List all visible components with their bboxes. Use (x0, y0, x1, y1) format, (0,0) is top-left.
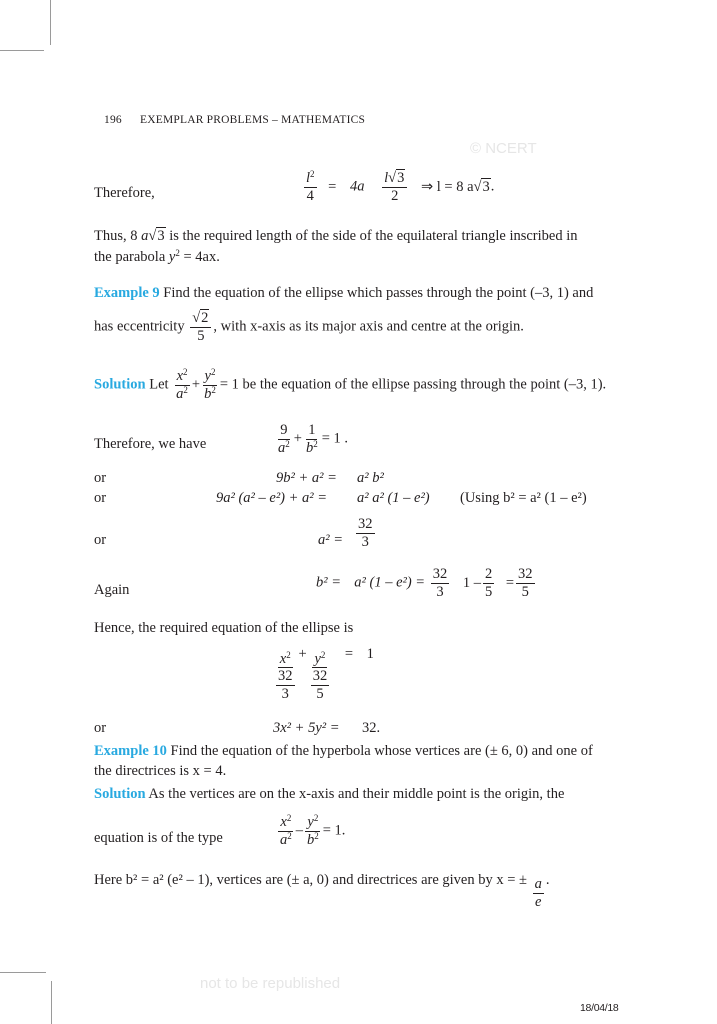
plus: + (191, 376, 201, 393)
fraction-1-over-b2: $\frac{1}{b^2}$ (305, 422, 318, 456)
text: Thus, 8 (94, 228, 138, 244)
fraction-32-over-3: $\frac{32}{3}$ (432, 566, 448, 600)
text: = 4ax. (183, 249, 220, 265)
minus: – (295, 822, 303, 839)
hyperbola-equation (276, 814, 345, 848)
step-note: (Using b² = a² (1 – e²) (460, 490, 587, 506)
term-4a: 4a (349, 178, 365, 195)
solution-9-intro (94, 368, 606, 402)
fraction-2-over-5: $\frac{2}{5}$ (484, 566, 493, 600)
denominator: 2 (391, 187, 399, 204)
text: Here b² = a² (e² – 1), vertices are (± a, 0) and directrices are given by x = ± (94, 872, 527, 888)
fraction-9-over-a2: $\frac{9}{a^2}$ (278, 422, 290, 456)
step-label: or (94, 470, 107, 486)
var-l: l (306, 170, 311, 186)
rhs: 1 (366, 646, 374, 662)
step-lhs: 9b² + a² = (276, 470, 337, 486)
type-label: equation is of the type (94, 830, 223, 846)
fraction-eccentricity (190, 310, 211, 344)
fraction-l-root3-over-2 (382, 170, 407, 204)
fraction-a-over-e: $\frac{a}{e}$ (534, 876, 542, 910)
standard-form-lhs: 3x² + 5y² = (273, 720, 340, 736)
fraction-y2-over-32-5: $\frac{y^2}{\frac{32}{5}}$ (312, 649, 328, 703)
crop-mark-top-horizontal (0, 50, 44, 51)
var-y: y (204, 368, 211, 384)
equals: = (505, 574, 515, 591)
fraction-x2-over-a2: $\frac{x^2}{a^2}$ (280, 813, 292, 848)
crop-mark-bottom-horizontal (0, 972, 46, 973)
equals-one: = 1 . (321, 430, 348, 447)
fraction-l2-over-4: $\frac{l^2}{4}$ (306, 169, 315, 204)
step-label: or (94, 490, 107, 506)
fraction-x2-over-a2: $\frac{x^2}{a^2}$ (176, 367, 188, 402)
example-10-label: Example 10 (94, 743, 167, 759)
mid: a² (1 – e²) = (354, 574, 426, 591)
text: has eccentricity (94, 318, 185, 335)
fraction-x2-over-32-3: $\frac{x^2}{\frac{32}{3}}$ (278, 649, 293, 703)
solution-label: Solution (94, 376, 146, 393)
example-9-label: Example 9 (94, 285, 160, 301)
fraction-y2-over-b2: $\frac{y^2}{b^2}$ (204, 367, 216, 402)
crop-mark-top-vertical (50, 0, 51, 45)
watermark-republished: not to be republished (200, 975, 341, 992)
paragraph-conclusion: Thus, 8 a√3 is the required length of the side of the equilateral triangle inscribed in the parabola $y^2 = 4ax$. (94, 228, 578, 265)
sqrt-sign: √3 (388, 170, 405, 186)
sqrt-sign: √3 (148, 228, 165, 244)
var-x: x (176, 368, 184, 384)
step-label: or (94, 720, 107, 736)
radicand: 3 (157, 228, 165, 244)
step-lhs: 9a² (a² – e²) + a² = (216, 490, 328, 506)
sqrt-sign: √3 (473, 178, 490, 195)
radicand: 3 (482, 178, 490, 195)
solution-label: Solution (94, 786, 146, 802)
sqrt-sign: √2 (192, 310, 209, 326)
fraction-32-over-3: $\frac{32}{3}$ (358, 516, 373, 550)
final-ellipse-equation (272, 646, 374, 703)
equals: = (344, 646, 353, 662)
step-rhs: a² a² (1 – e²) (357, 490, 430, 506)
example-9-line2 (94, 310, 524, 344)
example-9 (94, 283, 624, 304)
period: . (490, 178, 495, 195)
equation-side-length (302, 170, 494, 204)
implies-result: ⇒ l = 8 a (420, 178, 474, 195)
text: is the required length of the side of the equilateral triangle inscribed in (169, 228, 578, 244)
example-10-text: Find the equation of the hyperbola whose vertices are (± 6, 0) and one of (170, 743, 593, 759)
hence-text: Hence, the required equation of the ellipse is (94, 620, 354, 636)
var-a: a (176, 385, 184, 402)
var-l: l (384, 170, 389, 186)
print-date: 18/04/18 (580, 1002, 619, 1014)
period: . (545, 872, 550, 888)
solution-10-intro (94, 784, 624, 805)
example-10-text-line2: the directrices is x = 4. (94, 763, 227, 779)
page-number: 196 (104, 114, 122, 126)
var-y: y (168, 249, 176, 265)
var-b: b (204, 385, 212, 402)
var-a: a (141, 228, 149, 244)
fraction-32-over-5: $\frac{32}{5}$ (518, 566, 533, 600)
step-rhs: a² b² (357, 470, 384, 486)
step-label: Again (94, 582, 130, 598)
here-text (94, 872, 550, 910)
crop-mark-bottom-vertical (51, 981, 52, 1024)
text: be the equation of the ellipse passing through the point (–3, 1). (242, 376, 607, 393)
step-label: Therefore, we have (94, 436, 207, 452)
equals: = (328, 178, 337, 195)
fraction-y2-over-b2: $\frac{y^2}{b^2}$ (307, 813, 319, 848)
therefore-label: Therefore, (94, 185, 155, 201)
watermark-ncert: © NCERT (470, 140, 537, 157)
step-label: or (94, 532, 107, 548)
radicand: 3 (397, 170, 405, 186)
example-10 (94, 741, 624, 781)
example-9-text: Find the equation of the ellipse which passes through the point (–3, 1) and (163, 285, 594, 301)
standard-form-rhs: 32. (362, 720, 381, 736)
text: , with x-axis as its major axis and centre at the origin. (213, 318, 524, 335)
running-header (104, 114, 365, 126)
plus: + (298, 646, 307, 662)
equals-one: = 1. (322, 822, 346, 839)
one-minus: 1 – (462, 574, 481, 591)
denominator: 4 (306, 187, 314, 204)
step-equation-b2 (316, 566, 537, 600)
solution-10-text: As the vertices are on the x-axis and their middle point is the origin, the (148, 786, 565, 802)
equals-one: = 1 (219, 376, 239, 393)
radicand: 2 (201, 310, 209, 326)
text: the parabola (94, 249, 166, 265)
denominator: 5 (197, 327, 205, 344)
book-title: EXEMPLAR PROBLEMS – MATHEMATICS (140, 114, 366, 126)
lhs: b² = (316, 574, 342, 591)
step-lhs: a² = (318, 532, 344, 548)
step-equation: $\frac{9}{a^2}$ + $\frac{1}{b^2}$ = 1 . (278, 422, 348, 456)
text: Let (149, 376, 169, 393)
